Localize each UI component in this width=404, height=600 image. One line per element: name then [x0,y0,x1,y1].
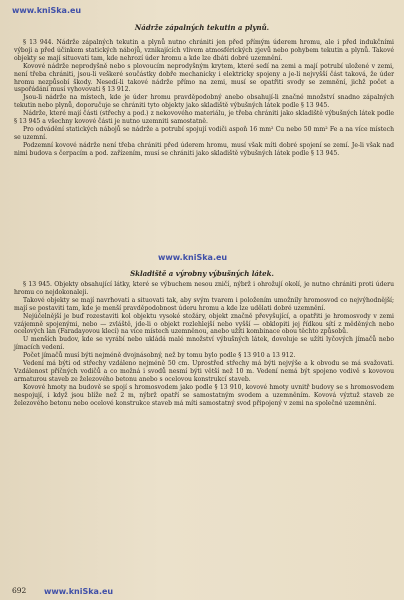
paragraph: U menších budov, kde se vyrábí nebo ukládá malé množství výbušných látek, dovoluje se užíti lyčových jímačů nebo jímacích vedení. [14,336,394,352]
paragraph: Nejúčelnější je buď rozestaviti kol objektu vysoké stožáry, objekt značně převyšující, a opatřiti je hromosvody v zemi vzájemně spojenými, nebo — zvláště, jde-li o objekt rozlehlejší nebo vyšší — obklopiti jej řídkou sítí z měděných nebo ocelových lan (Faradayovou klecí) na více místech uzemněnou, anebo užíti kombinace obou těchto způsobů. [14,312,394,336]
section-title-tanks: Nádrže zápalných tekutin a plynů. [134,23,270,32]
paragraph: Vedení má býti od střechy vzdáleno nejméně 50 cm. Uprostřed střechy má býti nejvýše a k obvodu se má svažovati. Vzdálenost příčných vodičů a co možná i svodů nesmí býti větší než 10 m. Vedení nemá být spojeno vodivě s kovovou armaturou staveb ze železového betonu anebo s ocelovou konstrukcí staveb. [14,360,394,383]
paragraph: Počet jímačů musí býti nejméně dvojnásobný, než by tomu bylo podle § 13 910 a 13 912. [23,352,296,360]
watermark-top: www.kniSka.eu [12,6,82,15]
section-tanks-body [14,39,394,251]
paragraph: Pro odvádění statických nábojů se nádrže a potrubí spojují vodiči aspoň 16 mm² Cu nebo 50 mm² Fe a na více místech se uzemní. [14,125,394,141]
paragraph: § 13 944. Nádrže zápalných tekutin a plynů nutno chrániti jen před přímým úderem hromu, ale i před indukčními výboji a před účinkem statických nábojů, vznikajících vlivem atmosférických zjevů nebo pohybem tekutin a plynů. Takové objekty se mají situovati tam, kde nehrozí úder hromu a kde lze dbáti dobré uzemnění. [14,39,394,62]
paragraph: Kovové hmoty na budově se spojí s hromosvodem jako podle § 13 910, kovové hmoty uvnitř budovy se s hromosvodem nespojují, i když jsou blíže než 2 m, nýbrž opatří se samostatným svodem a uzemněním. Kovová výztuž staveb ze železového betonu nebo ocelové konstrukce staveb má míti samostatný svod připojený v zemi na společné uzemnění. [14,383,394,407]
paragraph: Nádrže, které mají části (střechy a pod.) z nekovového materiálu, je třeba chrániti jako skladiště výbušných látek podle § 13 945 a všechny kovové části je nutno uzemniti samostatně. [14,110,394,126]
section-title-explosives: Skladiště a výrobny výbušných látek. [130,269,274,278]
paragraph: Takové objekty se mají navrhovati a situovati tak, aby svým tvarem i položením umožnily hromosvod co nejvýhodnější; mají se postaviti tam, kde je menší pravděpodobnost úderu hromu a kde lze udělati dobré uzemnění. [14,296,394,312]
section-explosives-body [14,281,394,584]
paragraph: Jsou-li nádrže na místech, kde je úder hromu pravděpodobný anebo obsahují-li značné množství snadno zápalných tekutin nebo plynů, doporučuje se chrániti tyto objekty jako skladiště výbušných látek podle § 13 945. [14,94,394,110]
paragraph: Podzemní kovové nádrže není třeba chrániti před úderem hromu, musí však míti dobré spojení se zemí. Je-li však nad nimi budova s čerpacím a pod. zařízením, musí se chrániti jako skladiště výbušných látek podle § 13 945. [14,141,394,157]
watermark-bottom: www.kniSka.eu [44,587,114,596]
page-number: 692 [12,586,27,595]
paragraph: Kovové nádrže neprodyšně nebo s plovoucím neprodyšným krytem, které sedí na zemi a mají potrubí uložené v zemi, není třeba chrániti, jsou-li veškeré součástky dobře mechanicky i elektricky spojeny a je-li nejvyšší část taková, že úder hromu nezpůsobí škody. Nesedí-li takové nádrže přímo na zemi, musí se opatřiti svody se zemnění, jichž počet a uspořádání musí vyhovovati § 13 912. [14,62,394,94]
watermark-middle: www.kniSka.eu [158,253,228,262]
paragraph: § 13 945. Objekty obsahující látky, které se výbuchem nesou zničí, nýbrž i ohrožují okolí, je nutno chrániti proti úderu hromu co nejdokonaleji. [14,281,394,296]
